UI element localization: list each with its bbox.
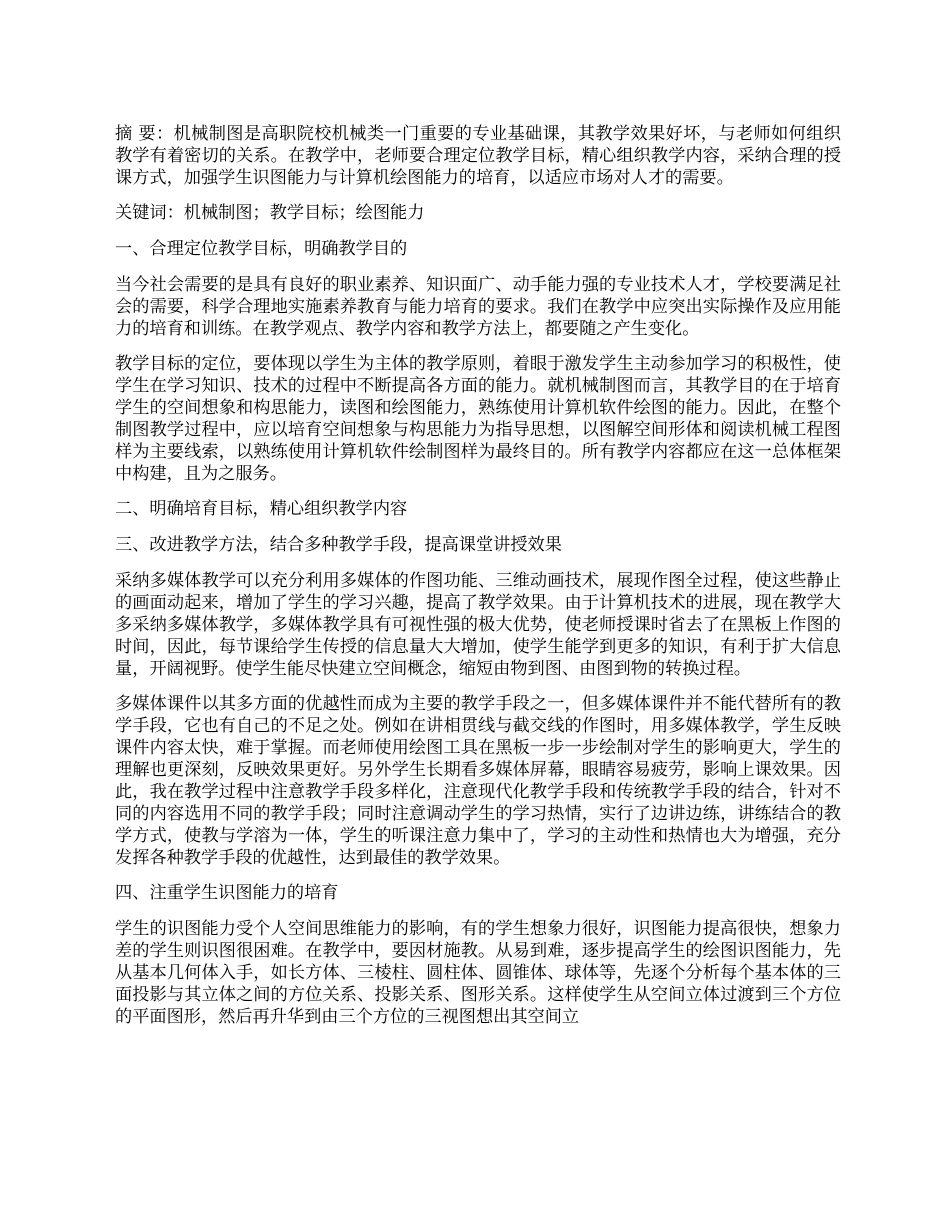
section-3-paragraph-2: 多媒体课件以其多方面的优越性而成为主要的教学手段之一，但多媒体课件并不能代替所有的教学手段，它也有自己的不足之处。例如在讲相贯线与截交线的作图时，用多媒体教学，学生反映课件内容太快，难于掌握。而老师使用绘图工具在黑板一步一步绘制对学生的影响更大，学生的理解也更深刻，反映效果更好。另外学生长期看多媒体屏幕，眼睛容易疲劳，影响上课效果。因此，我在教学过程中注意教学手段多样化，注意现代化教学手段和传统教学手段的结合，针对不同的内容选用不同的教学手段；同时注意调动学生的学习热情，实行了边讲边练，讲练结合的教学方式，使教与学溶为一体，学生的听课注意力集中了，学习的主动性和热情也大为增强，充分发挥各种教学手段的优越性，达到最佳的教学效果。: [115, 694, 841, 868]
section-3-paragraph-1: 采纳多媒体教学可以充分利用多媒体的作图功能、三维动画技术，展现作图全过程，使这些静止的画面动起来，增加了学生的学习兴趣，提高了教学效果。由于计算机技术的进展，现在教学大多采纳多媒体教学，多媒体教学具有可视性强的极大优势，使老师授课时省去了在黑板上作图的时间，因此，每节课给学生传授的信息量大大增加，使学生能学到更多的知识，有利于扩大信息量，开阔视野。使学生能尽快建立空间概念，缩短由物到图、由图到物的转换过程。: [115, 571, 841, 679]
section-4-paragraph-1: 学生的识图能力受个人空间思维能力的影响，有的学生想象力很好，识图能力提高很快，想象力差的学生则识图很困难。在教学中，要因材施教。从易到难，逐步提高学生的绘图识图能力，先从基本几何体入手，如长方体、三棱柱、圆柱体、圆锥体、球体等，先逐个分析每个基本体的三面投影与其立体之间的方位关系、投影关系、图形关系。这样使学生从空间立体过渡到三个方位的平面图形，然后再升华到由三个方位的三视图想出其空间立: [115, 919, 841, 1027]
section-heading-2: 二、明确培育目标，精心组织教学内容: [115, 499, 408, 519]
section-heading-3: 三、改进教学方法，结合多种教学手段，提高课堂讲授效果: [115, 535, 562, 555]
section-1-paragraph-2: 教学目标的定位，要体现以学生为主体的教学原则，着眼于激发学生主动参加学习的积极性，使学生在学习知识、技术的过程中不断提高各方面的能力。就机械制图而言，其教学目的在于培育学生的空间想象和构思能力，读图和绘图能力，熟练使用计算机软件绘图的能力。因此，在整个制图教学过程中，应以培育空间想象与构思能力为指导思想，以图解空间形体和阅读机械工程图样为主要线索，以熟练使用计算机软件绘制图样为最终目的。所有教学内容都应在这一总体框架中构建，且为之服务。: [115, 354, 841, 484]
abstract-paragraph: 摘 要：机械制图是高职院校机械类一门重要的专业基础课，其教学效果好坏，与老师如何组织教学有着密切的关系。在教学中，老师要合理定位教学目标，精心组织教学内容，采纳合理的授课方式，加强学生识图能力与计算机绘图能力的培育，以适应市场对人才的需要。: [115, 124, 841, 188]
document-body: [115, 123, 841, 1041]
section-1-paragraph-1: 当今社会需要的是具有良好的职业素养、知识面广、动手能力强的专业技术人才，学校要满足社会的需要，科学合理地实施素养教育与能力培育的要求。我们在教学中应突出实际操作及应用能力的培育和训练。在教学观点、教学内容和教学方法上，都要随之产生变化。: [115, 275, 841, 339]
section-heading-1: 一、合理定位教学目标，明确教学目的: [115, 239, 408, 259]
section-heading-4: 四、注重学生识图能力的培育: [115, 883, 339, 903]
keywords-line: 关键词：机械制图；教学目标；绘图能力: [115, 203, 425, 223]
